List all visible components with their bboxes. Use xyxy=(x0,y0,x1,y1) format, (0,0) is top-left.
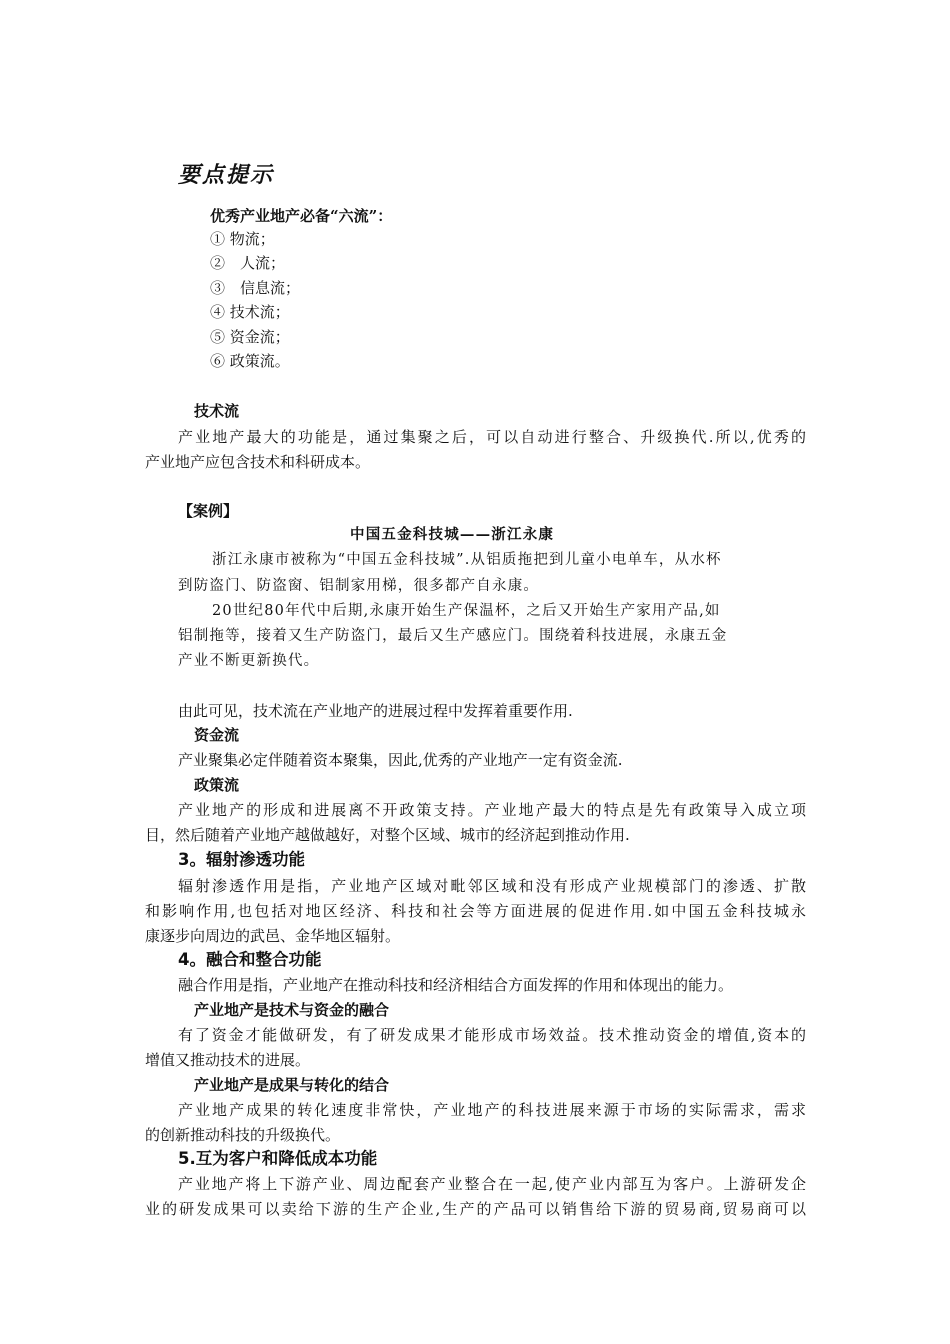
paragraph-line: 产业地产应包含技术和科研成本。 xyxy=(145,453,371,471)
paragraph-line: 目，然后随着产业地产越做越好，对整个区域、城市的经济起到推动作用. xyxy=(145,826,630,844)
case-line: 产业不断更新换代。 xyxy=(178,653,320,669)
case-line: 铝制拖等，接着又生产防盗门，最后又生产感应门。围绕着科技进展，永康五金 xyxy=(178,628,728,644)
section-5-title: 5.互为客户和降低成本功能 xyxy=(178,1149,378,1168)
paragraph-line: 辐射渗透作用是指，产业地产区域对毗邻区域和没有形成产业规模部门的渗透、扩散 xyxy=(178,877,806,895)
paragraph-line: 产业地产将上下游产业、周边配套产业整合在一起,使产业内部互为客户。上游研发企 xyxy=(178,1175,806,1193)
paragraph-line: 产业地产的形成和进展离不开政策支持。产业地产最大的特点是先有政策导入成立项 xyxy=(178,801,806,819)
paragraph-line: 和影响作用,也包括对地区经济、科技和社会等方面进展的促进作用.如中国五金科技城永 xyxy=(145,902,806,920)
conclusion-line: 由此可见，技术流在产业地产的进展过程中发挥着重要作用. xyxy=(178,702,573,720)
six-flows-intro: 优秀产业地产必备“六流”： xyxy=(210,207,393,225)
paragraph-line: 产业地产成果的转化速度非常快，产业地产的科技进展来源于市场的实际需求，需求 xyxy=(178,1101,806,1119)
subsection-title: 产业地产是成果与转化的结合 xyxy=(194,1076,390,1094)
list-item: ⑥ 政策流。 xyxy=(210,352,290,370)
tech-flow-title: 技术流 xyxy=(194,402,240,420)
case-title: 中国五金科技城——浙江永康 xyxy=(350,526,555,543)
case-line: 20世纪80年代中后期,永康开始生产保温杯，之后又开始生产家用产品,如 xyxy=(212,603,721,619)
subsection-title: 产业地产是技术与资金的融合 xyxy=(194,1001,390,1019)
section-3-title: 3。辐射渗透功能 xyxy=(178,850,305,869)
paragraph-line: 增值又推动技术的进展。 xyxy=(145,1051,311,1069)
list-item: ① 物流； xyxy=(210,230,275,248)
paragraph-line: 有了资金才能做研发，有了研发成果才能形成市场效益。技术推动资金的增值,资本的 xyxy=(178,1026,806,1044)
paragraph-line: 的创新推动科技的升级换代。 xyxy=(145,1126,341,1144)
list-item: ② 人流； xyxy=(210,254,286,272)
case-label: 【案例】 xyxy=(178,502,239,520)
paragraph-line: 康逐步向周边的武邑、金华地区辐射。 xyxy=(145,927,401,945)
list-item: ⑤ 资金流； xyxy=(210,328,290,346)
policy-flow-title: 政策流 xyxy=(194,776,240,794)
case-line: 到防盗门、防盗窗、铝制家用梯，很多都产自永康。 xyxy=(178,578,540,594)
section-4-title: 4。融合和整合功能 xyxy=(178,950,322,969)
paragraph-line: 业的研发成果可以卖给下游的生产企业,生产的产品可以销售给下游的贸易商,贸易商可以 xyxy=(145,1200,806,1218)
paragraph-line: 融合作用是指，产业地产在推动科技和经济相结合方面发挥的作用和体现出的能力。 xyxy=(178,976,734,994)
paragraph-line: 产业聚集必定伴随着资本聚集，因此,优秀的产业地产一定有资金流. xyxy=(178,751,623,769)
section-title: 要点提示 xyxy=(178,162,275,188)
list-item: ④ 技术流； xyxy=(210,303,290,321)
paragraph-line: 产业地产最大的功能是，通过集聚之后，可以自动进行整合、升级换代.所以,优秀的 xyxy=(178,428,806,446)
capital-flow-title: 资金流 xyxy=(194,726,240,744)
list-item: ③ 信息流； xyxy=(210,279,301,297)
case-line: 浙江永康市被称为“中国五金科技城”.从铝质拖把到儿童小电单车，从水杯 xyxy=(212,552,722,568)
